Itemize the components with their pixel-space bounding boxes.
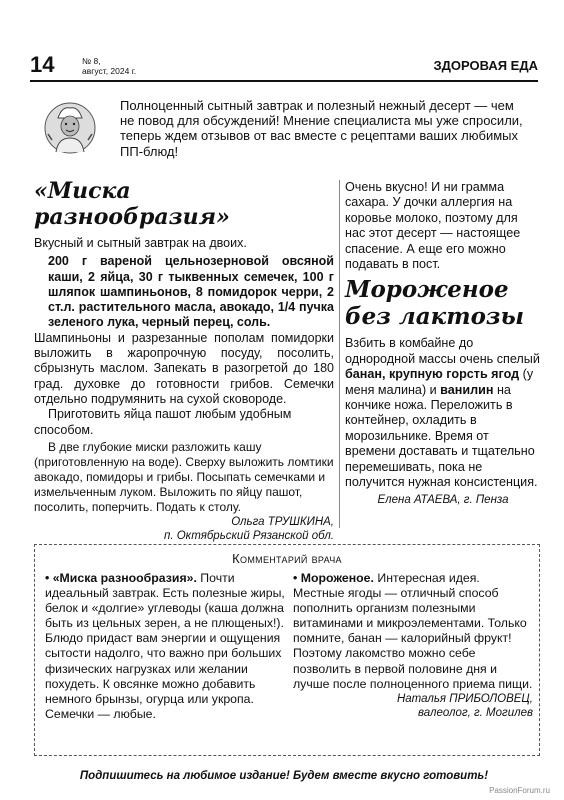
comment-2-text: Интересная идея. Местные ягоды — отличный способ пополнить организм полезными витаминами и микроэлементами. Только помните, банан — калорийный фрукт! Поэтому лакомство можно себе позволить в первой половине дня и лучше после полноценного приема пищи. — [293, 571, 533, 691]
comment-title: Комментарий врача — [232, 551, 342, 566]
header-divider — [30, 80, 538, 82]
section-title: ЗДОРОВАЯ ЕДА — [433, 58, 538, 73]
issue-date: август, 2024 г. — [82, 66, 137, 76]
page-header — [30, 54, 538, 78]
recipe-1-step-1: Шампиньоны и разрезанные пополам помидорки выложить в жаропрочную посуду, посолить, сбрызнуть маслом. Запекать в разогретой до 180 град. духовке до готовности грибов. Семечки отдельно подрумянить на сухой сковороде. — [34, 330, 334, 406]
intro-text: Полноценный сытный завтрак и полезный нежный десерт — чем не повод для обсуждений! Мнение специалиста мы уже спросили, теперь ждем отзывов от вас вместе с рецептами ваших любимых ПП-блюд! — [120, 98, 523, 159]
column-divider — [339, 180, 340, 528]
comment-2-heading: • Мороженое. — [293, 571, 374, 585]
recipe-1-author: Ольга ТРУШКИНА, — [231, 515, 334, 528]
recipe-2-title-line-1: Мороженое — [345, 276, 509, 304]
recipe-2-bold-b: ванилин — [440, 382, 494, 397]
recipe-2 — [345, 180, 541, 507]
footer-slogan: Подпишитесь на любимое издание! Будем вместе вкусно готовить! — [79, 770, 489, 782]
issue-number: № 8, — [82, 56, 101, 66]
doctor-comment-box — [34, 544, 540, 756]
intro-block — [30, 96, 538, 174]
recipe-1-step-2: Приготовить яйца пашот любым удобным способом. — [34, 407, 292, 437]
recipe-2-title — [345, 276, 541, 330]
recipe-1-ingredients: 200 г вареной цельнозерновой овсяной каши, 2 яйца, 30 г тыквенных семечек, 100 г шляпок шампиньонов, 8 помидорок черри, 2 ст.л. растительного масла, авокадо, 1/4 пучка зеленого лука, черный перец, соль. — [48, 254, 334, 330]
recipe-2-pretext: Очень вкусно! И ни грамма сахара. У дочки аллергия на коровье молоко, поэтому для нас этот десерт — настоящее спасение. А еще его можно подавать в пост. — [345, 180, 521, 272]
page-number: 14 — [30, 52, 55, 77]
doctor-name: Наталья ПРИБОЛОВЕЦ, — [396, 692, 533, 705]
comment-1-heading: • «Миска разнообразия». — [45, 571, 197, 585]
recipe-1-step-3: В две глубокие миски разложить кашу (приготовленную на воде). Сверху выложить ломтики авокадо, помидоры и грибы. Посыпать семечками и измельченным луком. Выложить по яйцу пашот, посолить, поперчить. Подать к столу. — [34, 439, 334, 514]
recipe-1-title: «Миска разнообразия» — [34, 178, 230, 230]
recipe-2-title-line-2: без лактозы — [345, 303, 524, 331]
recipe-1-subtitle: Вкусный и сытный завтрак на двоих. — [34, 236, 247, 250]
chef-avatar-icon — [44, 100, 96, 156]
recipe-2-text-a: Взбить в комбайне до однородной массы очень спелый — [345, 336, 540, 366]
recipe-2-author: Елена АТАЕВА, г. Пенза — [377, 493, 509, 506]
comment-column-1 — [45, 571, 285, 722]
recipe-2-text-c: на кончике ножа. Переложить в контейнер, охладить в морозильнике. Время от времени доставать и тщательно перемешивать, пока не получится нужная консистенция. — [345, 382, 538, 490]
issue-info — [82, 56, 136, 76]
doctor-role: валеолог, г. Могилев — [418, 706, 533, 719]
recipe-1-location: п. Октябрьский Рязанской обл. — [164, 529, 334, 542]
comment-1-text: Почти идеальный завтрак. Есть полезные жиры, белок и «долгие» углеводы (каша должна быть из цельных зерен, а не плющеных!). Блюдо придаст вам энергии и ощущения сытости надолго, что важно при больших физических нагрузках или желании похудеть. К овсянке можно добавить немного брынзы, огурца или укропа. Семечки — любые. — [45, 571, 285, 721]
recipe-2-bold-a: банан, крупную горсть ягод — [345, 367, 520, 382]
recipe-2-body — [345, 336, 541, 490]
recipe-2-text-b: (у меня малина) и — [345, 367, 534, 397]
recipe-1 — [34, 178, 334, 543]
comment-column-2 — [293, 571, 533, 720]
watermark: PassionForum.ru — [489, 786, 550, 795]
